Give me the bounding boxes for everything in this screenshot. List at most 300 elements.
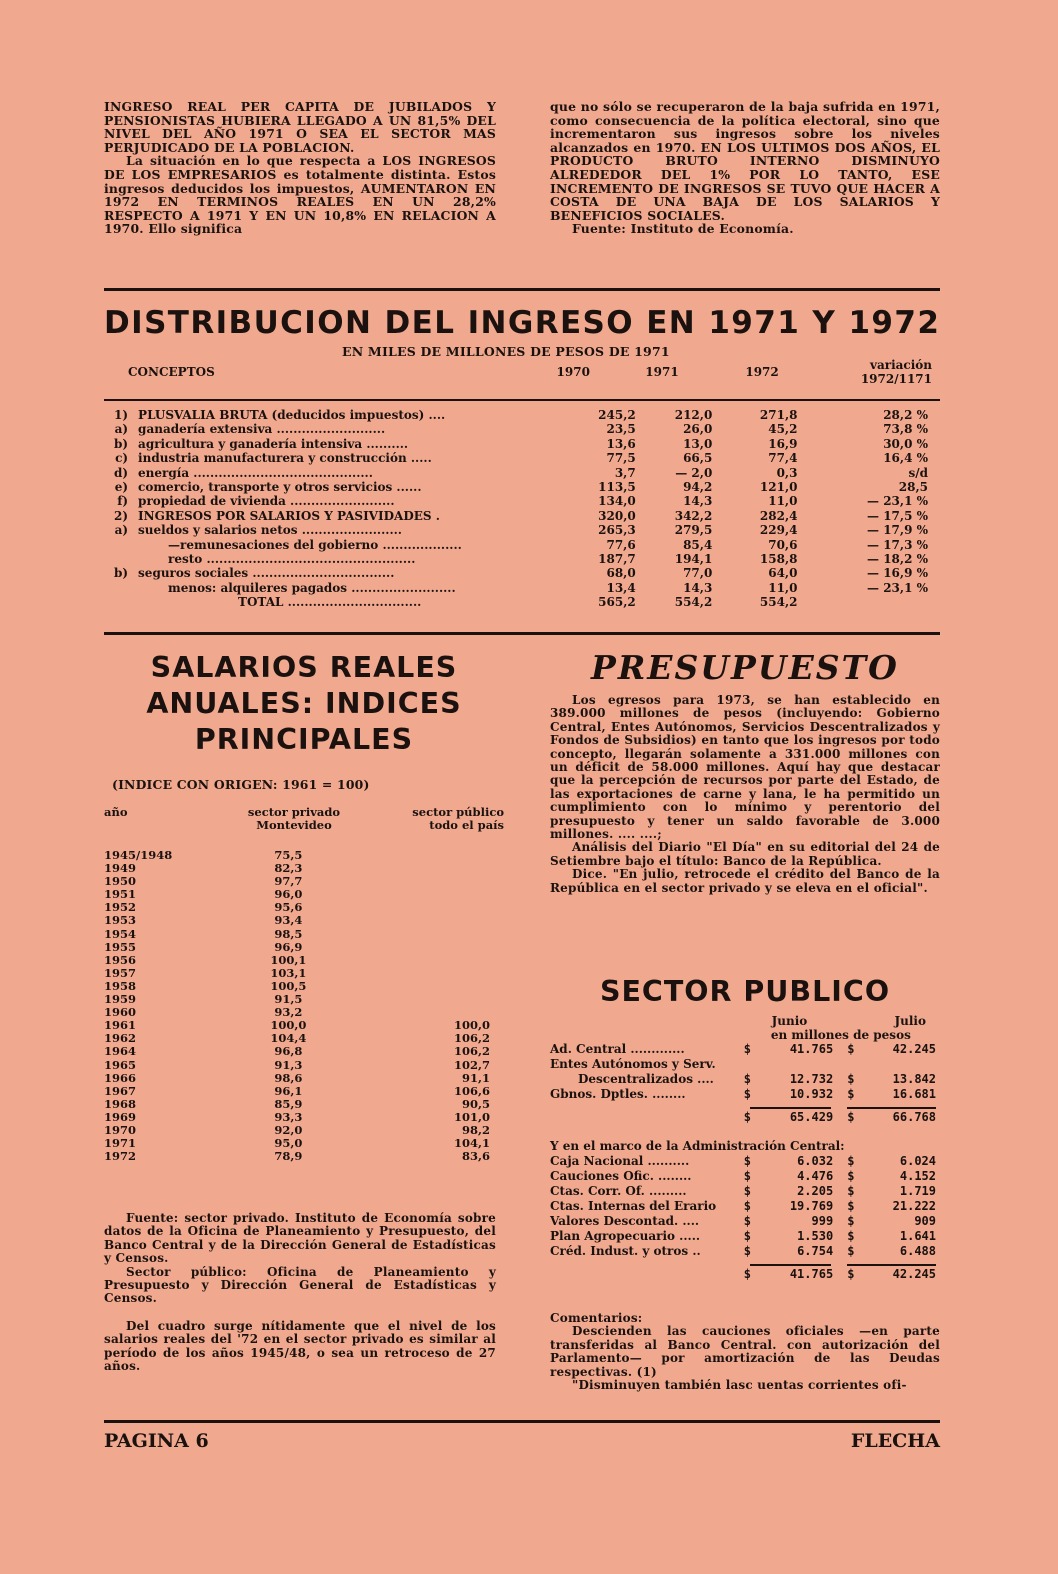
salarios-row <box>104 967 504 980</box>
sector-publico-row <box>550 1184 940 1199</box>
julio-value: 6.024 <box>899 1154 936 1168</box>
distribucion-row-1970: 134,0 <box>598 494 636 509</box>
distribucion-row-1971: 554,2 <box>674 595 713 610</box>
salarios-row-privado: 96,0 <box>274 887 303 902</box>
distribucion-row-1972: 64,0 <box>768 566 798 581</box>
salarios-row-publico <box>365 862 504 875</box>
salarios-row <box>104 928 504 941</box>
intro-right-p1: que no sólo se recuperaron de la baja sufrida en 1971, como consecuencia de la política electoral, sino que incrementaron sus ingresos sobre los niveles alcanzados en 1970. EN LOS ULTIMOS DOS AÑOS, EL PRODUCTO BRUTO INTERNO DISMINUYO ALREDEDOR DEL 1% POR LO TANTO, ESE INCREMENTO DE INGRESOS SE TUVO QUE HACER A COSTA DE UNA BAJA DE LOS SALARIOS Y BENEFICIOS SOCIALES. <box>550 99 940 223</box>
salarios-row-privado: 95,6 <box>274 900 303 915</box>
distribucion-row-1971: 77,0 <box>683 566 713 581</box>
sector-publico-row-label: Plan Agropecuario ..... <box>550 1229 701 1243</box>
salarios-title-line-1: SALARIOS REALES <box>150 651 458 684</box>
sector-publico-col-julio: Julio <box>894 1014 926 1028</box>
distribucion-row-1972: 45,2 <box>768 422 798 437</box>
salarios-row-privado: 93,4 <box>274 913 303 928</box>
currency-sign: $ <box>743 1267 751 1281</box>
junio-value: 1.530 <box>797 1229 834 1243</box>
distribucion-row-mark: b) <box>113 566 129 581</box>
sector-publico-row-julio <box>837 1154 940 1169</box>
distribucion-subtitle: EN MILES DE MILLONES DE PESOS DE 1971 <box>342 344 670 359</box>
distribucion-row-1970: 113,5 <box>598 480 636 495</box>
sector-publico-row-junio <box>742 1057 837 1072</box>
distribucion-row-mark <box>104 552 134 566</box>
sector-publico-col-junio: Junio <box>771 1014 808 1028</box>
junio-value: 19.769 <box>789 1199 834 1213</box>
salarios-row-privado: 103,1 <box>270 965 307 980</box>
salarios-row-year: 1954 <box>104 926 137 941</box>
salarios-row <box>104 862 504 875</box>
currency-sign: $ <box>847 1184 855 1198</box>
salarios-col-privado <box>214 806 374 832</box>
salarios-row-year: 1964 <box>104 1044 137 1059</box>
distribucion-row <box>104 408 940 422</box>
sector-publico-row-julio <box>837 1244 940 1259</box>
header-variacion-range: 1972/1171 <box>860 372 932 387</box>
junio-value: 4.476 <box>797 1169 834 1183</box>
distribucion-row-1972: 11,0 <box>768 580 798 595</box>
currency-sign: $ <box>847 1154 855 1168</box>
sector-publico-table <box>550 1014 940 1282</box>
salarios-row <box>104 1098 504 1111</box>
header-1972: 1972 <box>745 365 779 380</box>
distribucion-row-mark: b) <box>113 436 129 451</box>
sector-publico-title: SECTOR PUBLICO <box>599 975 891 1008</box>
julio-value: 909 <box>914 1214 936 1228</box>
distribucion-row <box>104 595 940 609</box>
sector-publico-row-julio <box>837 1072 940 1087</box>
sector-publico-row-label: Caja Nacional .......... <box>550 1154 690 1168</box>
distribucion-row-1972: 16,9 <box>768 436 798 451</box>
sector-publico-row-junio <box>742 1184 837 1199</box>
julio-value: 42.245 <box>892 1267 936 1281</box>
distribucion-row-label: —remunesaciones del gobierno ................... <box>168 537 462 552</box>
distribucion-row-variacion: 30,0 % <box>883 436 928 451</box>
currency-sign: $ <box>743 1184 751 1198</box>
distribucion-row-variacion: 28,2 % <box>883 408 928 422</box>
junio-value: 65.429 <box>789 1110 834 1124</box>
distribucion-row-1970: 245,2 <box>598 408 636 422</box>
distribucion-row-1972: 229,4 <box>759 523 798 538</box>
distribucion-row-1972: 77,4 <box>768 451 798 466</box>
salarios-row <box>104 1032 504 1045</box>
sector-publico-row <box>550 1042 940 1057</box>
salarios-row-year: 1961 <box>104 1018 137 1033</box>
salarios-row-year: 1966 <box>104 1070 137 1085</box>
distribucion-row-1970: 13,4 <box>606 580 636 595</box>
salarios-note-1: Fuente: sector privado. Instituto de Economía sobre datos de la Oficina de Planeamiento y Presupuesto, del Banco Central y de la Dirección General de Estadísticas y Censos. <box>104 1211 496 1266</box>
salarios-row-year: 1955 <box>104 939 137 954</box>
salarios-row-privado: 96,8 <box>274 1044 303 1059</box>
comentarios-p2: "Disminuyen también lasc uentas corrientes ofi- <box>572 1378 907 1393</box>
distribucion-row-1972: 0,3 <box>776 465 798 480</box>
currency-sign: $ <box>743 1087 751 1101</box>
junio-value: 6.754 <box>797 1244 834 1258</box>
salarios-row-year: 1971 <box>104 1136 137 1151</box>
distribucion-row-1971: — 2,0 <box>675 465 713 480</box>
salarios-row <box>104 1045 504 1058</box>
distribucion-row-label: comercio, transporte y otros servicios ...... <box>138 480 422 495</box>
intro-right-source: Fuente: Instituto de Economía. <box>572 221 794 237</box>
sector-publico-row <box>550 1244 940 1259</box>
currency-sign: $ <box>743 1169 751 1183</box>
sector-publico-row-label: Entes Autónomos y Serv. <box>550 1057 716 1071</box>
salarios-row-year: 1958 <box>104 978 137 993</box>
julio-value: 4.152 <box>899 1169 936 1183</box>
salarios-col-publico-line1: sector público <box>412 805 504 819</box>
salarios-row-year: 1950 <box>104 874 137 889</box>
distribucion-row-variacion: — 23,1 % <box>867 494 928 509</box>
distribucion-row-variacion: — 17,3 % <box>867 537 928 552</box>
sector-publico-row-junio <box>742 1214 837 1229</box>
separator-spacer <box>550 1102 742 1110</box>
salarios-row-year: 1959 <box>104 992 137 1007</box>
distribucion-row-variacion: 73,8 % <box>883 422 928 437</box>
salarios-row-publico: 106,6 <box>453 1083 490 1098</box>
separator-line <box>750 1107 831 1109</box>
salarios-row <box>104 849 504 862</box>
distribucion-row-1970: 23,5 <box>606 422 636 437</box>
sector-publico-row-julio <box>837 1229 940 1244</box>
header-1970: 1970 <box>556 365 590 380</box>
spacer-cell <box>550 1125 940 1139</box>
separator-line <box>750 1264 831 1266</box>
salarios-row-privado: 91,5 <box>274 992 303 1007</box>
distribucion-row-label: sueldos y salarios netos ........................ <box>138 523 402 538</box>
salarios-title-line-3: PRINCIPALES <box>194 723 414 756</box>
separator-julio <box>837 1102 940 1110</box>
sector-publico-row-julio <box>837 1267 940 1282</box>
currency-sign: $ <box>743 1154 751 1168</box>
julio-value: 21.222 <box>892 1199 936 1213</box>
sector-publico-row-label: Ctas. Internas del Erario <box>550 1199 717 1213</box>
salarios-row-year: 1968 <box>104 1096 137 1111</box>
salarios-row <box>104 1124 504 1137</box>
distribucion-row <box>104 552 940 566</box>
junio-value: 41.765 <box>789 1042 834 1056</box>
sector-publico-comentarios <box>550 1312 940 1392</box>
salarios-row-publico: 104,1 <box>453 1136 490 1151</box>
presupuesto-title: PRESUPUESTO <box>591 648 899 687</box>
distribucion-row <box>104 581 940 595</box>
distribucion-row-1972: 554,2 <box>759 595 798 610</box>
distribucion-header-row <box>104 358 940 387</box>
sector-publico-row <box>550 1229 940 1244</box>
presupuesto-body <box>550 694 940 895</box>
distribucion-row-1972: 158,8 <box>759 552 798 567</box>
salarios-row-publico <box>365 993 504 1006</box>
distribucion-row-variacion <box>797 595 940 609</box>
distribucion-row-1972: 11,0 <box>768 494 798 509</box>
salarios-col-publico <box>374 806 504 832</box>
distribucion-header-top-rule <box>104 399 940 401</box>
sector-publico-row-label <box>550 1267 742 1282</box>
sector-publico-row-label: Ad. Central ............. <box>550 1042 685 1056</box>
salarios-row-privado: 78,9 <box>274 1149 303 1164</box>
distribucion-row-mark: c) <box>115 451 129 466</box>
salarios-notes <box>104 1212 496 1373</box>
sector-publico-row-junio <box>742 1229 837 1244</box>
distribucion-row-label: agricultura y ganadería intensiva .......... <box>138 436 409 451</box>
salarios-row <box>104 993 504 1006</box>
currency-sign: $ <box>743 1072 751 1086</box>
divider-mid <box>104 632 940 635</box>
julio-value: 6.488 <box>899 1244 936 1258</box>
sector-publico-row-junio <box>742 1087 837 1102</box>
currency-sign: $ <box>847 1087 855 1101</box>
currency-sign: $ <box>847 1169 855 1183</box>
salarios-header <box>104 806 504 832</box>
sector-publico-row-junio <box>742 1110 837 1125</box>
distribucion-row-label: INGRESOS POR SALARIOS Y PASIVIDADES . <box>138 508 440 523</box>
sector-publico-total-row <box>550 1110 940 1125</box>
distribucion-table <box>104 358 940 387</box>
distribucion-row-1970: 565,2 <box>598 595 636 610</box>
distribucion-row-label: energía ........................................... <box>138 465 373 480</box>
distribucion-row-1970: 68,0 <box>606 566 636 581</box>
header-variacion-label: variación <box>870 358 932 372</box>
distribucion-row-1970: 187,7 <box>598 552 636 567</box>
distribucion-row-1970: 77,6 <box>606 537 636 552</box>
distribucion-row-mark: 1) <box>114 408 129 422</box>
sector-publico-row-junio <box>742 1072 837 1087</box>
distribucion-row-variacion: — 17,5 % <box>867 508 928 523</box>
distribucion-row-label: seguros sociales .................................. <box>138 566 395 581</box>
sector-publico-row <box>550 1199 940 1214</box>
distribucion-row-1971: 13,0 <box>683 436 713 451</box>
header-1971: 1971 <box>645 365 679 380</box>
distribucion-row-1970: 3,7 <box>614 465 636 480</box>
distribucion-row <box>104 523 940 537</box>
distribucion-row-label: propiedad de vivienda ......................... <box>138 494 395 509</box>
julio-value: 1.641 <box>899 1229 936 1243</box>
salarios-row-publico <box>365 980 504 993</box>
salarios-row <box>104 875 504 888</box>
julio-value: 13.842 <box>892 1072 936 1086</box>
salarios-row-publico: 91,1 <box>461 1070 490 1085</box>
distribucion-row-label: resto .................................................. <box>168 552 416 567</box>
distribucion-row-label: industria manufacturera y construcción ..... <box>138 451 432 466</box>
salarios-row-publico: 98,2 <box>461 1122 490 1137</box>
sector-publico-row-junio <box>742 1042 837 1057</box>
sector-publico-row-julio <box>837 1042 940 1057</box>
junio-value: 999 <box>811 1214 834 1228</box>
salarios-row-year: 1969 <box>104 1109 137 1124</box>
salarios-row-publico <box>365 849 504 862</box>
salarios-row-year: 1952 <box>104 900 137 915</box>
distribucion-row <box>104 451 940 465</box>
sector-publico-total-separator <box>550 1259 940 1267</box>
distribucion-row-1971: 212,0 <box>674 408 713 422</box>
distribucion-row <box>104 480 940 494</box>
currency-sign: $ <box>847 1110 855 1124</box>
distribucion-row <box>104 422 940 436</box>
distribucion-row-1971: 94,2 <box>683 480 713 495</box>
distribucion-row <box>104 466 940 480</box>
currency-sign: $ <box>847 1244 855 1258</box>
presupuesto-p1: Los egresos para 1973, se han establecido en 389.000 millones de pesos (incluyendo: Gobierno Central, Entes Autónomos, Servicios Descentralizados y Fondos de Subsidios) en tanto que los ingresos por todo concepto, llegarán solamente a 331.000 millones con un déficit de 58.000 millones. Aquí hay que destacar que la percepción de recursos por parte del Estado, de las exportaciones de carne y lana, le ha permitido un cumplimiento con lo mínimo y perentorio del presupuesto y tener un saldo favorable de 3.000 millones. .... ....; <box>550 693 940 842</box>
julio-value: 1.719 <box>899 1184 936 1198</box>
junio-value: 2.205 <box>797 1184 834 1198</box>
sector-publico-header-row <box>550 1014 940 1029</box>
distribucion-row-1971: 14,3 <box>683 494 713 509</box>
distribucion-row-1972: 121,0 <box>759 480 798 495</box>
sector-publico-spacer <box>550 1125 940 1139</box>
distribucion-row-1970: 320,0 <box>598 508 636 523</box>
distribucion-row-1971: 66,5 <box>683 451 713 466</box>
salarios-row-publico: 83,6 <box>461 1149 490 1164</box>
distribucion-row-1970: 13,6 <box>606 436 636 451</box>
currency-sign: $ <box>847 1072 855 1086</box>
distribucion-row-mark: e) <box>114 480 129 495</box>
salarios-row <box>104 1059 504 1072</box>
sector-publico-row-junio <box>742 1267 837 1282</box>
sector-publico-row <box>550 1057 940 1072</box>
distribucion-row-mark <box>104 595 134 609</box>
sector-publico-row-junio <box>742 1154 837 1169</box>
salarios-row-privado: 98,6 <box>274 1070 303 1085</box>
salarios-row-year: 1965 <box>104 1057 137 1072</box>
distribucion-row-1971: 194,1 <box>674 552 713 567</box>
footer-publication: FLECHA <box>850 1430 940 1452</box>
junio-value: 10.932 <box>789 1087 834 1101</box>
distribucion-row <box>104 566 940 580</box>
currency-sign: $ <box>743 1229 751 1243</box>
salarios-row-publico: 106,2 <box>453 1044 490 1059</box>
salarios-row-privado: 85,9 <box>274 1096 303 1111</box>
distribucion-row-label: ganadería extensiva .......................... <box>138 422 386 437</box>
salarios-row <box>104 941 504 954</box>
distribucion-row-1972: 282,4 <box>759 508 798 523</box>
currency-sign: $ <box>743 1214 751 1228</box>
salarios-row <box>104 1111 504 1124</box>
distribucion-row <box>104 494 940 508</box>
junio-value: 41.765 <box>789 1267 834 1281</box>
distribucion-row-label: PLUSVALIA BRUTA (deducidos impuestos) .... <box>138 408 446 422</box>
julio-value: 66.768 <box>892 1110 936 1124</box>
salarios-row-privado: 104,4 <box>270 1031 307 1046</box>
separator-line <box>847 1264 936 1266</box>
currency-sign: $ <box>847 1042 855 1056</box>
salarios-row-publico <box>365 954 504 967</box>
sector-publico-row-junio <box>742 1169 837 1184</box>
separator-spacer <box>550 1259 742 1267</box>
sector-publico-header-blank <box>550 1014 742 1029</box>
currency-sign: $ <box>743 1110 751 1124</box>
separator-junio <box>742 1102 837 1110</box>
salarios-row-year: 1962 <box>104 1031 137 1046</box>
distribucion-row-1971: 26,0 <box>683 422 713 437</box>
sector-publico-row-junio <box>742 1244 837 1259</box>
junio-value: 12.732 <box>789 1072 834 1086</box>
sector-publico-row-julio <box>837 1087 940 1102</box>
sector-publico-row-julio <box>837 1184 940 1199</box>
salarios-row-publico <box>365 967 504 980</box>
distribucion-row-variacion: — 17,9 % <box>867 523 928 538</box>
currency-sign: $ <box>847 1267 855 1281</box>
salarios-row-publico <box>365 888 504 901</box>
intro-left-column <box>104 100 496 236</box>
salarios-row <box>104 1150 504 1163</box>
separator-julio <box>837 1259 940 1267</box>
distribucion-row-1971: 85,4 <box>683 537 713 552</box>
sector-publico-row <box>550 1154 940 1169</box>
distribucion-row-mark <box>104 581 134 595</box>
distribucion-row-mark: a) <box>114 422 129 437</box>
sector-publico-row <box>550 1087 940 1102</box>
salarios-row-year: 1956 <box>104 952 137 967</box>
salarios-row-privado: 100,5 <box>270 978 307 993</box>
salarios-note-3: Del cuadro surge nítidamente que el nivel de los salarios reales del '72 en el sector privado es similar al período de los años 1945/48, o sea un retroceso de 27 años. <box>104 1318 496 1374</box>
sector-publico-row <box>550 1072 940 1087</box>
sector-publico-marco-row <box>550 1139 940 1154</box>
sector-publico-row-julio <box>837 1057 940 1072</box>
salarios-row-privado: 98,5 <box>274 926 303 941</box>
salarios-row-year: 1951 <box>104 887 137 902</box>
presupuesto-p3: Dice. "En julio, retrocede el crédito del Banco de la República en el sector privado y se eleva en el oficial". <box>550 867 940 895</box>
header-variacion <box>779 358 940 387</box>
salarios-row-privado: 97,7 <box>274 874 303 889</box>
distribucion-row-mark: 2) <box>114 508 129 523</box>
salarios-row <box>104 1137 504 1150</box>
salarios-row-privado: 100,0 <box>270 1018 307 1033</box>
currency-sign: $ <box>847 1214 855 1228</box>
salarios-row-year: 1967 <box>104 1083 137 1098</box>
comentarios-p1: Descienden las cauciones oficiales —en parte transferidas al Banco Central. con autorización del Parlamento— por amortización de las Deudas respectivas. (1) <box>550 1324 940 1379</box>
salarios-row-year: 1970 <box>104 1122 137 1137</box>
distribucion-row-mark: f) <box>117 494 129 509</box>
distribucion-row-1971: 14,3 <box>683 580 713 595</box>
sector-publico-row-label: Valores Descontad. .... <box>550 1214 700 1228</box>
distribucion-row-variacion: — 16,9 % <box>867 566 928 581</box>
presupuesto-p2: Análisis del Diario "El Día" en su editorial del 24 de Setiembre bajo el título: Banco de la República. <box>550 840 940 868</box>
salarios-row-privado: 93,3 <box>274 1109 303 1124</box>
sector-publico-row <box>550 1169 940 1184</box>
footer-page-number: PAGINA 6 <box>104 1430 209 1452</box>
salarios-row-publico <box>365 928 504 941</box>
distribucion-row-mark: d) <box>113 465 129 480</box>
sector-publico-row-label: Cauciones Ofic. ........ <box>550 1169 692 1183</box>
distribucion-row-variacion: — 18,2 % <box>867 552 928 567</box>
salarios-row <box>104 888 504 901</box>
salarios-title <box>104 650 504 758</box>
divider-top <box>104 288 940 291</box>
currency-sign: $ <box>743 1244 751 1258</box>
salarios-title-line-2: ANUALES: INDICES <box>146 687 462 720</box>
distribucion-row-variacion: s/d <box>908 465 928 480</box>
salarios-row <box>104 1085 504 1098</box>
salarios-row-year: 1953 <box>104 913 137 928</box>
salarios-row-privado: 100,1 <box>270 952 307 967</box>
distribucion-row-1971: 342,2 <box>674 508 713 523</box>
header-conceptos: CONCEPTOS <box>128 365 215 380</box>
distribucion-row <box>104 437 940 451</box>
sector-publico-row-label: Descentralizados .... <box>578 1072 714 1086</box>
salarios-row-privado: 92,0 <box>274 1122 303 1137</box>
separator-junio <box>742 1259 837 1267</box>
salarios-row <box>104 954 504 967</box>
distribucion-row-1970: 77,5 <box>606 451 636 466</box>
salarios-row-year: 1957 <box>104 965 137 980</box>
sector-publico-unit-spacer <box>550 1029 742 1042</box>
sector-publico-row <box>550 1214 940 1229</box>
distribucion-row-1970: 265,3 <box>598 523 636 538</box>
salarios-row-publico <box>365 941 504 954</box>
salarios-row-publico <box>365 901 504 914</box>
sector-publico-marco: Y en el marco de la Administración Central: <box>550 1139 845 1153</box>
salarios-row-privado: 82,3 <box>274 861 303 876</box>
salarios-row-publico: 102,7 <box>453 1057 490 1072</box>
